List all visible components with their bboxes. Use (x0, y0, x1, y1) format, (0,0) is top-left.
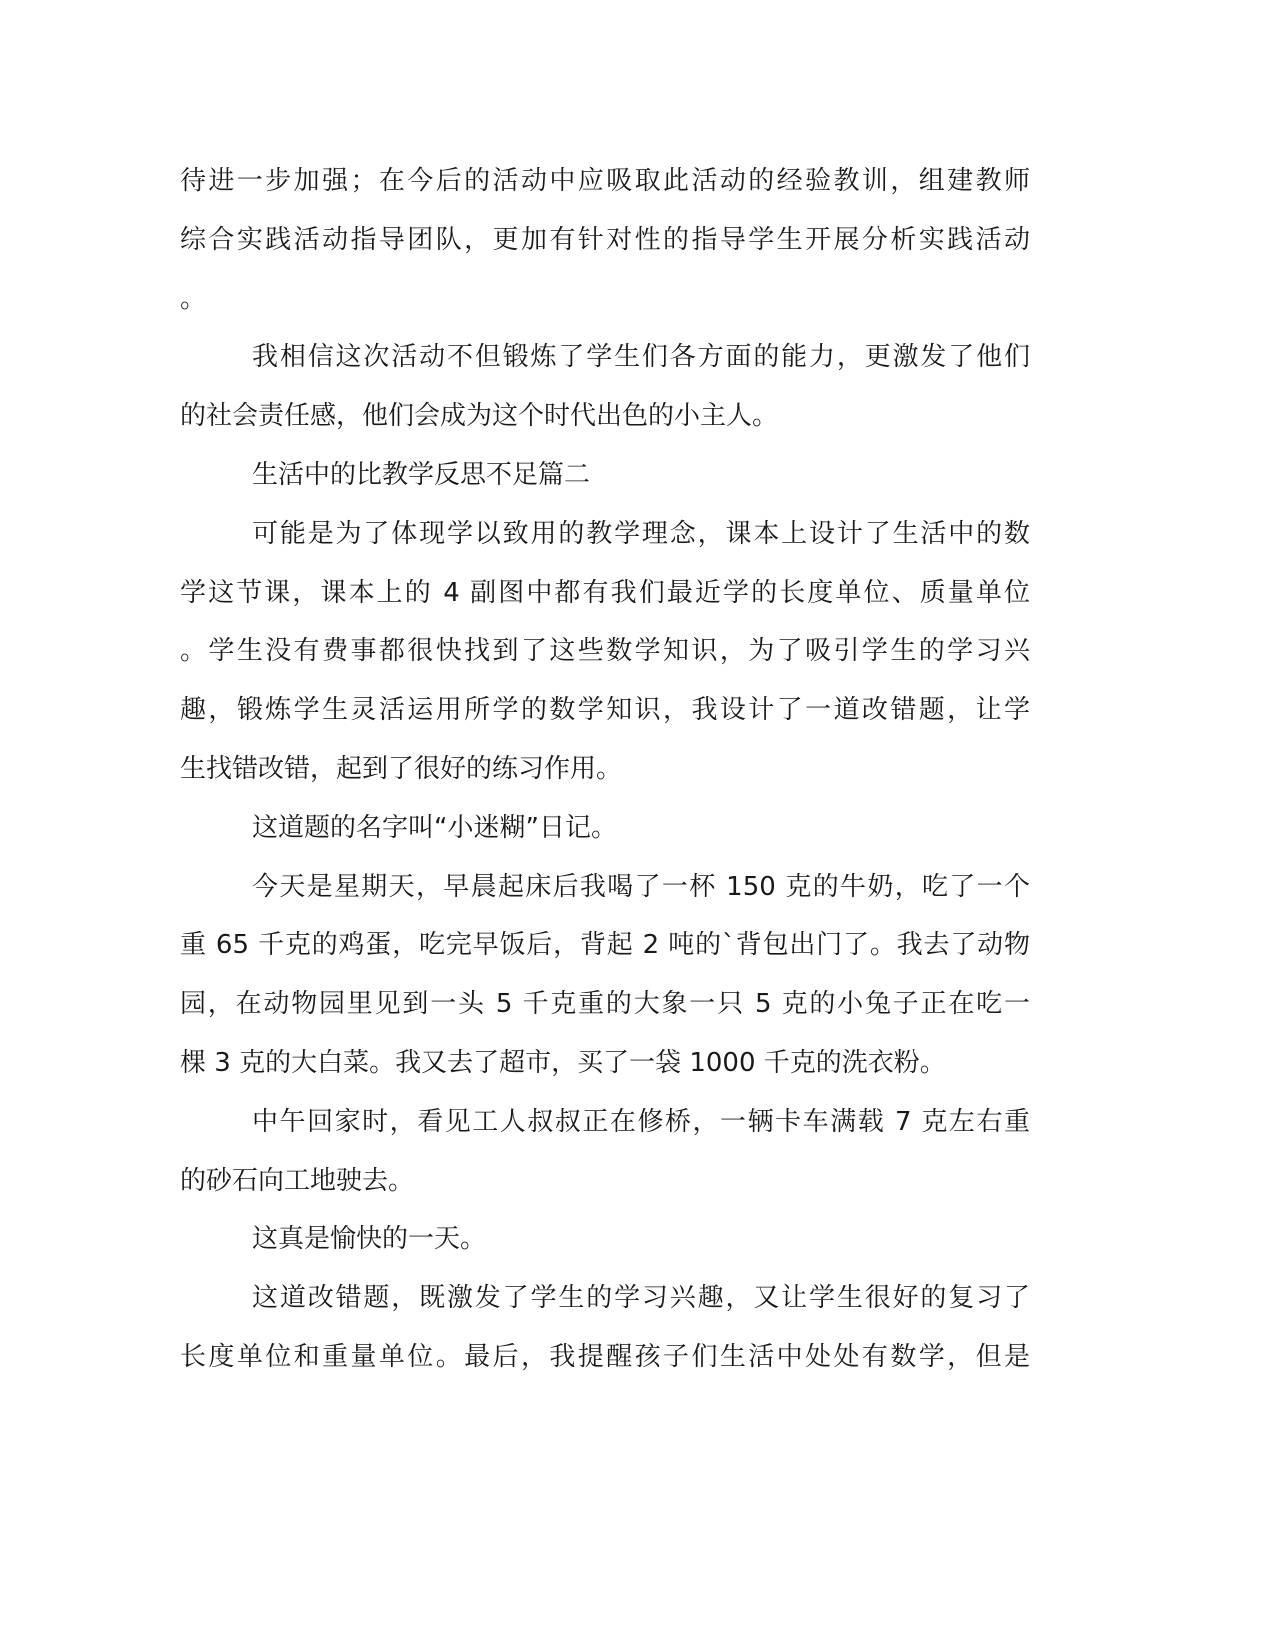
paragraph-first-line: 中午回家时，看见工人叔叔正在修桥，一辆卡车满载 7 克左右重 (252, 1106, 1030, 1137)
text-line: 的砂石向工地驶去。 (180, 1165, 415, 1196)
document-body (180, 152, 1030, 1387)
text-line: 趣，锻炼学生灵活运用所学的数学知识，我设计了一道改错题，让学 (180, 695, 1030, 726)
text-line: 棵 3 克的大白菜。我又去了超市，买了一袋 1000 千克的洗衣粉。 (180, 1047, 946, 1078)
paragraph-first-line: 这真是愉快的一天。 (252, 1224, 487, 1255)
section-heading: 生活中的比教学反思不足篇二 (252, 459, 591, 490)
text-line: 长度单位和重量单位。最后，我提醒孩子们生活中处处有数学，但是 (180, 1341, 1030, 1372)
text-line: 生找错改错，起到了很好的练习作用。 (180, 753, 623, 784)
text-line: 待进一步加强；在今后的活动中应吸取此活动的经验教训，组建教师 (180, 166, 1030, 196)
text-line: 园，在动物园里见到一头 5 千克重的大象一只 5 克的小兔子正在吃一 (180, 989, 1030, 1020)
text-line: 的社会责任感，他们会成为这个时代出色的小主人。 (180, 401, 779, 432)
paragraph-first-line: 这道题的名字叫“小迷糊”日记。 (252, 812, 617, 843)
paragraph-first-line: 今天是星期天，早晨起床后我喝了一杯 150 克的牛奶，吃了一个 (252, 871, 1030, 902)
paragraph-first-line: 可能是为了体现学以致用的教学理念，课本上设计了生活中的数 (252, 518, 1030, 549)
text-line: 。 (180, 283, 207, 314)
paragraph-first-line: 我相信这次活动不但锻炼了学生们各方面的能力，更激发了他们 (252, 342, 1030, 373)
paragraph-first-line: 这道改错题，既激发了学生的学习兴趣，又让学生很好的复习了 (252, 1283, 1030, 1314)
text-line: 学这节课，课本上的 4 副图中都有我们最近学的长度单位、质量单位 (180, 577, 1030, 608)
text-line: 综合实践活动指导团队，更加有针对性的指导学生开展分析实践活动 (180, 224, 1030, 255)
text-line: 重 65 千克的鸡蛋，吃完早饭后，背起 2 吨的`背包出门了。我去了动物 (180, 930, 1030, 961)
text-line: 。学生没有费事都很快找到了这些数学知识，为了吸引学生的学习兴 (180, 636, 1030, 667)
